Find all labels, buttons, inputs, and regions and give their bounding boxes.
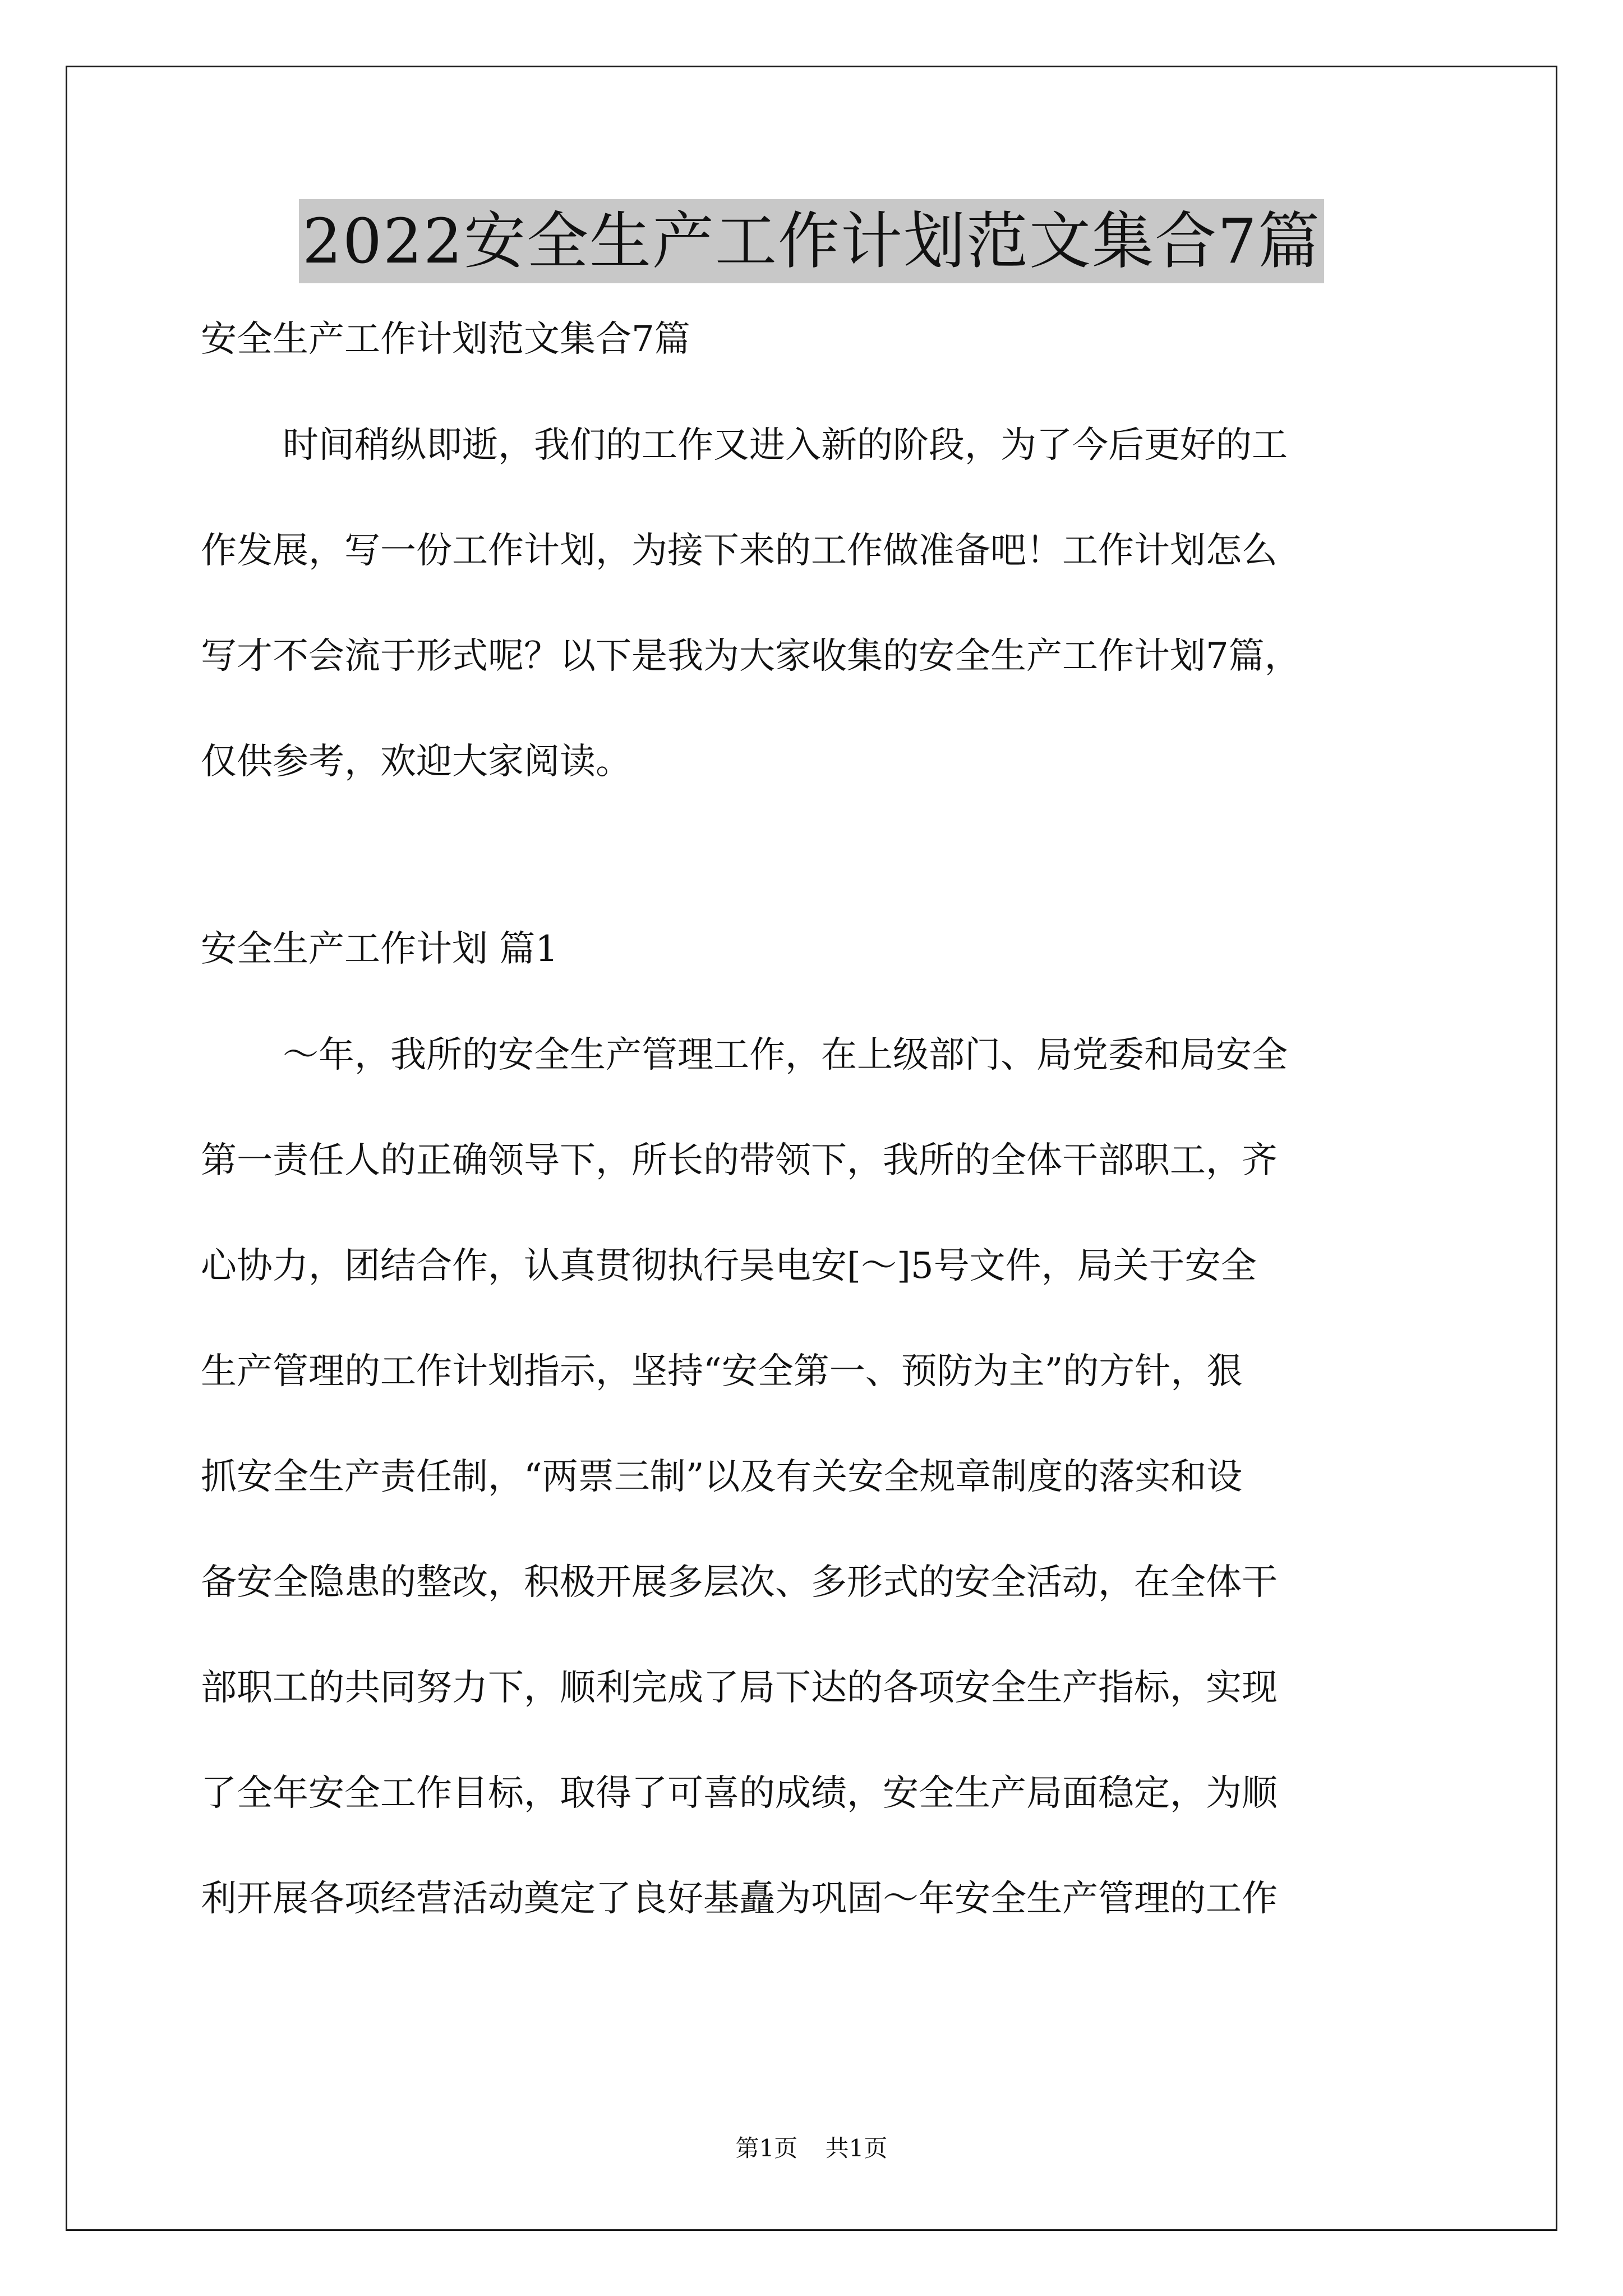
section-line: 生产管理的工作计划指示，坚持“安全第一、预防为主”的方针，狠 — [201, 1351, 1243, 1392]
section-paragraph — [201, 1002, 1418, 1952]
section-line: 抓安全生产责任制，“两票三制”以及有关安全规章制度的落实和设 — [201, 1456, 1243, 1498]
title-container — [0, 199, 1623, 283]
intro-line: 仅供参考，欢迎大家阅读。 — [201, 741, 631, 783]
intro-line: 时间稍纵即逝，我们的工作又进入新的阶段，为了今后更好的工 — [283, 425, 1288, 466]
section-line: 了全年安全工作目标，取得了可喜的成绩，安全生产局面稳定，为顺 — [201, 1773, 1278, 1814]
page-footer — [0, 2132, 1623, 2165]
intro-line: 作发展，写一份工作计划，为接下来的工作做准备吧！工作计划怎么 — [201, 530, 1278, 572]
section-line: 第一责任人的正确领导下，所长的带领下，我所的全体干部职工，齐 — [201, 1140, 1278, 1181]
page-number-current: 第1页 — [735, 2134, 798, 2162]
section-heading: 安全生产工作计划 篇1 — [201, 928, 559, 970]
document-body — [201, 311, 1418, 1952]
intro-line: 写才不会流于形式呢？以下是我为大家收集的安全生产工作计划7篇， — [201, 636, 1301, 677]
section-line: 心协力，团结合作，认真贯彻执行吴电安[～]5号文件，局关于安全 — [201, 1245, 1257, 1287]
document-subtitle: 安全生产工作计划范文集合7篇 — [201, 319, 690, 360]
section-line: ～年，我所的安全生产管理工作，在上级部门、局党委和局安全 — [283, 1034, 1288, 1076]
section-line: 部职工的共同努力下，顺利完成了局下达的各项安全生产指标，实现 — [201, 1667, 1278, 1709]
intro-paragraph — [201, 393, 1418, 815]
section-line: 利开展各项经营活动奠定了良好基矗为巩固～年安全生产管理的工作 — [201, 1878, 1278, 1920]
page-number-total: 共1页 — [825, 2134, 888, 2162]
section-line: 备安全隐患的整改，积极开展多层次、多形式的安全活动，在全体干 — [201, 1562, 1278, 1603]
document-title: 2022安全生产工作计划范文集合7篇 — [299, 199, 1324, 283]
